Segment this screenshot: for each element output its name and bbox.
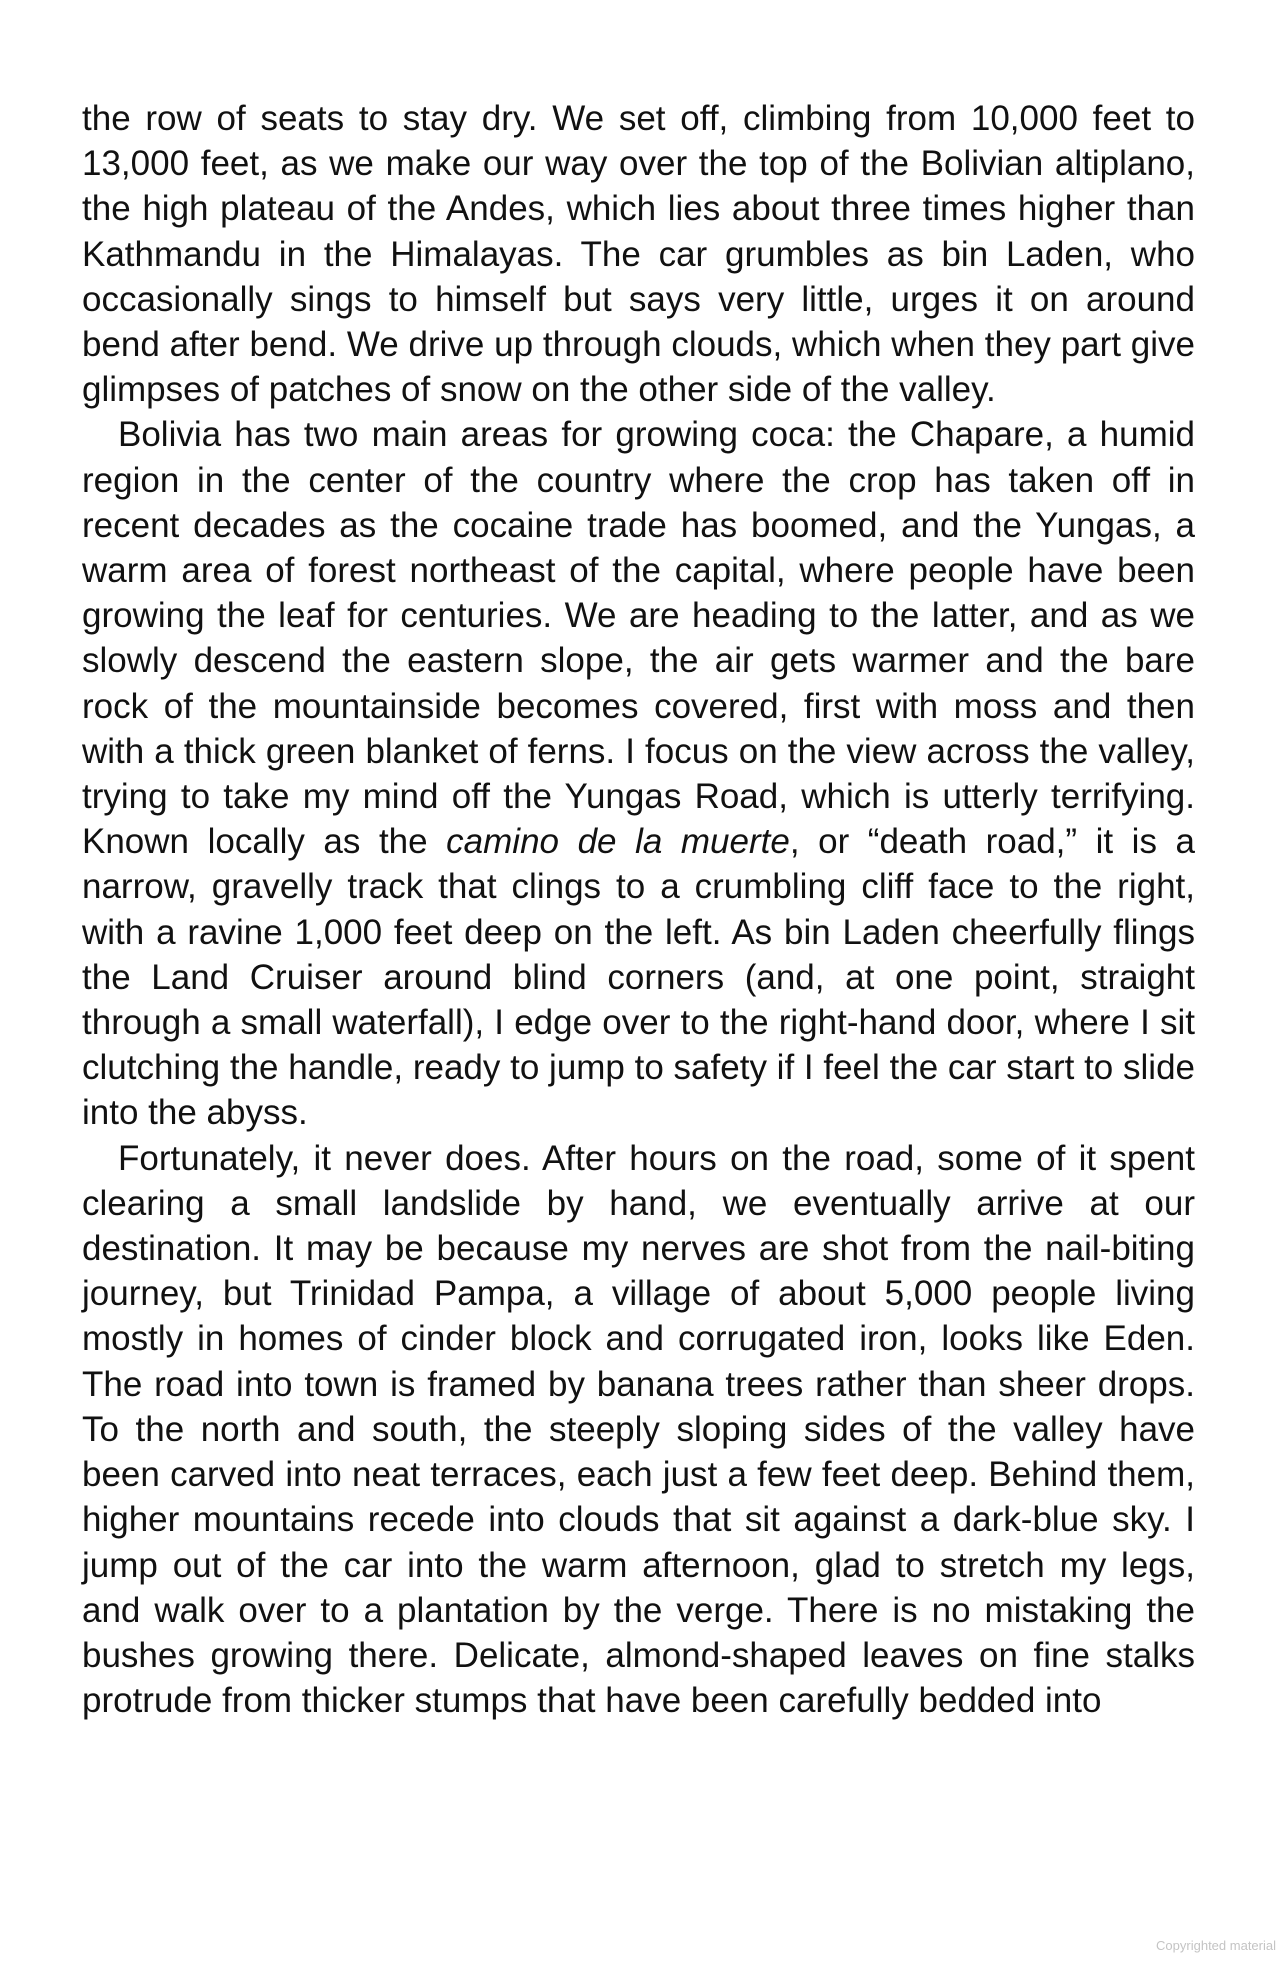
paragraph-3-text: Fortunately, it never does. After hours on the road, some of it spent clearing a small landslide by hand, we eventually arrive at our destination. It may be because my nerves are shot from the nail-biting journey, but Trinidad Pampa, a village of about 5,000 people living mostly in homes of cinder block and corrugated iron, looks like Eden. The road into town is framed by banana trees rather than sheer drops. To the north and south, the steeply sloping sides of the valley have been carved into neat terraces, each just a few feet deep. Behind them, higher mountains recede into clouds that sit against a dark-blue sky. I jump out of the car into the warm afternoon, glad to stretch my legs, and walk over to a plantation by the verge. There is no mistaking the bushes growing there. Delicate, almond-shaped leaves on fine stalks protrude from thicker stumps that have been carefully bedded into [82,1138,1195,1721]
page-body [82,96,1195,1723]
paragraph-3 [82,1136,1195,1724]
paragraph-1-text: the row of seats to stay dry. We set off, climbing from 10,000 feet to 13,000 feet, as we make our way over the top of the Bolivian altiplano, the high plateau of the Andes, which lies about three times higher than Kathmandu in the Himalayas. The car grumbles as bin Laden, who occasionally sings to himself but says very little, urges it on around bend after bend. We drive up through clouds, which when they part give glimpses of patches of snow on the other side of the valley. [82,99,1195,410]
copyright-watermark: Copyrighted material [1156,1938,1276,1953]
paragraph-2-text-end: , or “death road,” it is a narrow, gravelly track that clings to a crumbling cliff face to the right, with a ravine 1,000 feet deep on the left. As bin Laden cheerfully flings the Land Cruiser around blind corners (and, at one point, straight through a small waterfall), I edge over to the right-hand door, where I sit clutching the handle, ready to jump to safety if I feel the car start to slide into the abyss. [82,822,1195,1133]
paragraph-1 [82,96,1195,412]
paragraph-2-text-start: Bolivia has two main areas for growing coca: the Chapare, a humid region in the center of the country where the crop has taken off in recent decades as the cocaine trade has boomed, and the Yungas, a warm area of forest northeast of the capital, where people have been growing the leaf for centuries. We are heading to the latter, and as we slowly descend the eastern slope, the air gets warmer and the bare rock of the mountainside becomes covered, first with moss and then with a thick green blanket of ferns. I focus on the view across the valley, trying to take my mind off the Yungas Road, which is utterly terrifying. Known locally as the [82,415,1195,862]
paragraph-2-italic-phrase: camino de la muerte [446,822,790,862]
paragraph-2 [82,412,1195,1135]
